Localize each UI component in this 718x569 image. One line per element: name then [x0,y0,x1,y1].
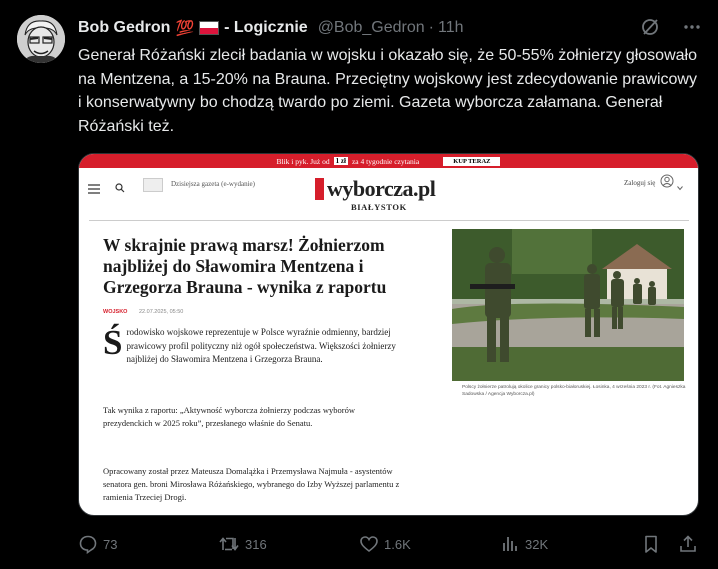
repost-icon [218,534,240,554]
views-count: 32K [525,536,549,552]
article-date: 22.07.2025, 05:50 [138,309,184,315]
views-button[interactable] [500,534,548,554]
promo-buy-button: KUP TERAZ [443,157,500,166]
bookmark-icon [641,534,661,554]
reply-button[interactable] [78,534,117,554]
like-icon [359,534,379,554]
article-meta [103,309,183,315]
avatar[interactable] [17,15,65,63]
grok-icon[interactable] [640,17,660,42]
article-headline: W skrajnie prawą marsz! Żołnierzom najbliżej do Sławomira Mentzena i Grzegorza Brauna - wynika z raportu [103,235,387,297]
bookmark-button[interactable] [641,534,661,554]
article-lead [103,323,403,367]
article-paragraph-2: Opracowany został przez Mateusza Domalążka i Przemysława Najmuła - asystentów senatora gen. broni Mirosława Różańskiego, wybranego do Izby Wyższej parlamentu z ramienia Trzeciej Drogi. [103,466,400,502]
logo-mark [315,178,324,200]
like-count: 1.6K [384,536,411,552]
action-bar [78,534,702,556]
share-icon [678,534,698,554]
logo-text: wyborcza.pl [327,176,436,201]
newspaper-thumbnail [143,178,163,192]
views-icon [500,534,520,554]
tweet-header [78,17,702,39]
article-nav [79,168,698,218]
search-icon [115,180,125,198]
photo-caption: Polscy żołnierze patrolują okolice granicy polsko-białoruskiej. Łosinka, 4 września 2023 r. (Fot. Agnieszka Sadowska / Agencja Wyborcza.pl) [462,385,686,397]
attached-image[interactable] [78,153,699,516]
like-button[interactable] [359,534,411,554]
separator-dot: · [428,19,434,36]
article-paragraph-1: Tak wynika z raportu: „Aktywność wyborcza żołnierzy podczas wyborów prezydenckich w 2025 roku”, przesłanego właśnie do Senatu. [103,405,355,428]
lead-text: rodowisko wojskowe reprezentuje w Polsce wyraźnie odmienny, bardziej prawicowy profil polityczny niż ogół społeczeństwa. Większości żołnierzy najbliżej do Sławomira Mentzena i Grzegorza Brauna. [126,327,396,364]
promo-bar [79,154,698,168]
reply-count: 73 [103,536,118,552]
poland-flag-icon [199,21,219,35]
region-label: BIAŁYSTOK [351,202,407,212]
article-photo [452,229,684,381]
display-name[interactable]: Bob Gedron [78,19,171,36]
login-label: Zaloguj się [624,179,656,187]
user-icon [660,174,674,193]
daily-edition-label: Dzisiejsza gazeta (e-wydanie) [171,180,255,188]
repost-button[interactable] [218,534,267,554]
timestamp[interactable]: 11h [438,19,464,36]
promo-text-after: za 4 tygodnie czytania [351,156,420,166]
hamburger-icon [88,181,100,199]
drop-cap: Ś [103,323,123,362]
reply-icon [78,534,98,554]
repost-count: 316 [245,536,267,552]
user-handle[interactable]: @Bob_Gedron [317,19,425,36]
wyborcza-logo [315,176,435,202]
name-suffix: - Logicznie [224,19,308,36]
share-button[interactable] [678,534,698,554]
tweet-text: Generał Różański zlecił badania w wojsku i okazało się, że 50-55% żołnierzy głosowało na Mentzena, a 15-20% na Brauna. Przeciętny wojskowy jest zdecydowanie prawicowy i konserwatywny bo chodzą twardo po ziemi. Gazeta wyborcza załamana. Generał Różański też. [78,47,697,135]
chevron-down-icon [677,178,683,196]
promo-text: Blik i pyk. Już od [276,156,330,166]
promo-price: 1 zł [335,157,346,165]
divider [89,220,689,221]
hundred-emoji: 💯 [175,20,195,37]
article-tag: WOJSKO [103,309,128,315]
more-icon[interactable] [682,17,702,42]
